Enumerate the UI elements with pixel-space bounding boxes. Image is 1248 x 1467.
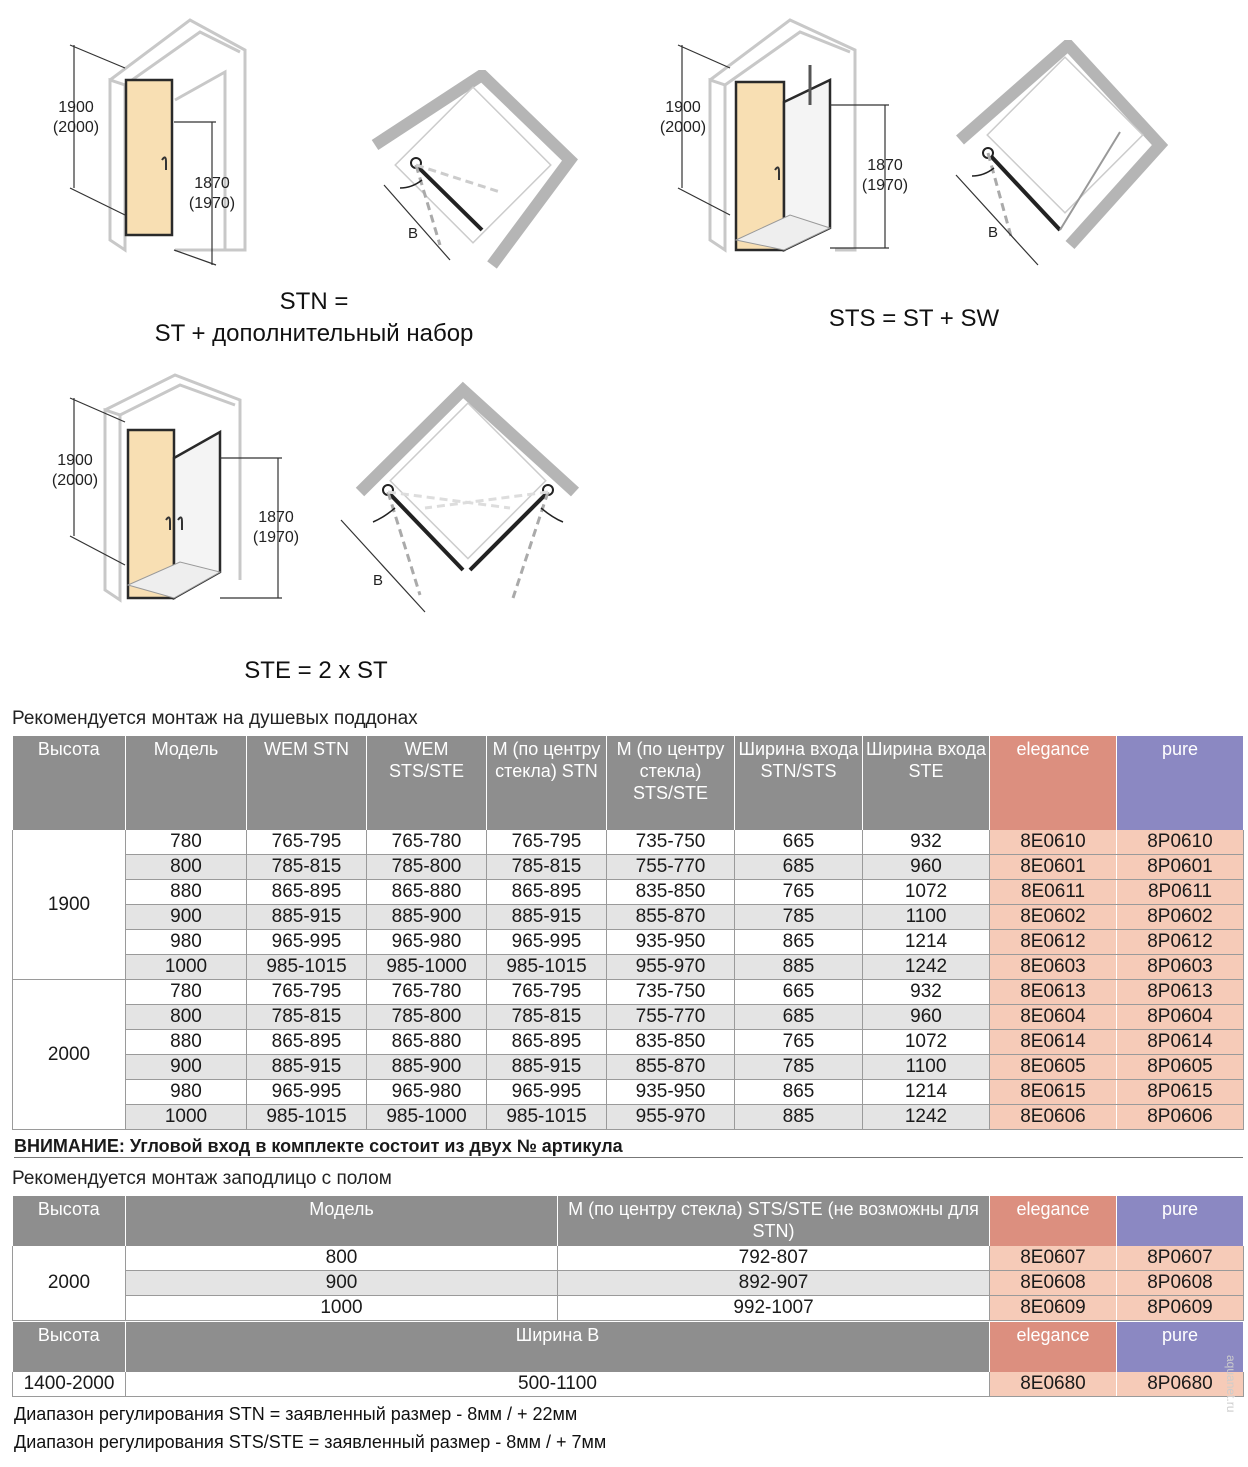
table-row [13, 855, 1244, 880]
model-cell: 1000 [126, 1296, 558, 1321]
m-stn-cell: 765-795 [487, 830, 607, 855]
wem-sts-ste-cell: 885-900 [367, 1055, 487, 1080]
entry-width-stn-sts-cell: 665 [735, 830, 863, 855]
width-label-b: B [988, 224, 999, 241]
col-m-stn: M (по центру стекла) STN [487, 736, 607, 830]
m-sts-ste-cell: 935-950 [607, 930, 735, 955]
width-b-cell: 500-1100 [126, 1372, 990, 1397]
pure-article-cell: 8P0603 [1117, 955, 1244, 980]
m-sts-ste-cell: 755-770 [607, 855, 735, 880]
wem-stn-cell: 865-895 [247, 880, 367, 905]
elegance-article-cell: 8E0607 [990, 1246, 1117, 1271]
table-row [13, 1055, 1244, 1080]
stn-elevation-drawing [50, 10, 250, 275]
height-outer-alt-label: (2000) [51, 472, 99, 489]
model-cell: 780 [126, 980, 247, 1005]
entry-width-ste-cell: 1072 [863, 1030, 990, 1055]
entry-width-ste-cell: 1214 [863, 1080, 990, 1105]
pure-article-cell: 8P0601 [1117, 855, 1244, 880]
pure-article-cell: 8P0614 [1117, 1030, 1244, 1055]
wem-sts-ste-cell: 785-800 [367, 1005, 487, 1030]
entry-width-stn-sts-cell: 765 [735, 1030, 863, 1055]
m-stn-cell: 885-915 [487, 905, 607, 930]
m-stn-cell: 865-895 [487, 880, 607, 905]
model-cell: 900 [126, 1271, 558, 1296]
table-row [13, 880, 1244, 905]
height-cell: 2000 [13, 980, 126, 1130]
pure-article-cell: 8P0607 [1117, 1246, 1244, 1271]
pure-article-cell: 8P0611 [1117, 880, 1244, 905]
table-row [13, 1030, 1244, 1055]
entry-width-ste-cell: 1100 [863, 1055, 990, 1080]
m-sts-ste-cell: 855-870 [607, 1055, 735, 1080]
section2-table-body [13, 1246, 1244, 1321]
elegance-article-cell: 8E0608 [990, 1271, 1117, 1296]
entry-width-ste-cell: 1100 [863, 905, 990, 930]
height-inner-alt-label: (1970) [861, 177, 909, 194]
section1-table [12, 736, 1244, 1130]
entry-width-stn-sts-cell: 685 [735, 855, 863, 880]
height-cell: 2000 [13, 1246, 126, 1321]
height-outer-label: 1900 [58, 99, 94, 116]
m-stn-cell: 785-815 [487, 855, 607, 880]
adjustment-note-stn: Диапазон регулирования STN = заявленный размер - 8мм / + 22мм [14, 1404, 578, 1424]
wem-stn-cell: 885-915 [247, 1055, 367, 1080]
pure-article-cell: 8P0613 [1117, 980, 1244, 1005]
m-stn-cell: 985-1015 [487, 955, 607, 980]
m-stn-cell: 965-995 [487, 1080, 607, 1105]
table-row [13, 1246, 1244, 1271]
wem-stn-cell: 885-915 [247, 905, 367, 930]
wem-sts-ste-cell: 765-780 [367, 830, 487, 855]
col-elegance: elegance [990, 1196, 1117, 1246]
entry-width-ste-cell: 1214 [863, 930, 990, 955]
col-wem-sts-ste: WEM STS/STE [367, 736, 487, 830]
col-height: Высота [13, 736, 126, 830]
model-cell: 800 [126, 1005, 247, 1030]
model-cell: 800 [126, 1246, 558, 1271]
height-inner-label: 1870 [258, 509, 294, 526]
table-row [13, 930, 1244, 955]
wem-stn-cell: 985-1015 [247, 955, 367, 980]
model-cell: 980 [126, 930, 247, 955]
entry-width-stn-sts-cell: 865 [735, 930, 863, 955]
entry-width-ste-cell: 960 [863, 855, 990, 880]
col-elegance: elegance [990, 1322, 1117, 1372]
entry-width-stn-sts-cell: 785 [735, 1055, 863, 1080]
elegance-article-cell: 8E0603 [990, 955, 1117, 980]
pure-article-cell: 8P0610 [1117, 830, 1244, 855]
m-stn-cell: 765-795 [487, 980, 607, 1005]
m-sts-ste-cell: 992-1007 [558, 1296, 990, 1321]
elegance-article-cell: 8E0602 [990, 905, 1117, 930]
height-cell: 1400-2000 [13, 1372, 126, 1397]
table-row [13, 1005, 1244, 1030]
height-inner-label: 1870 [867, 157, 903, 174]
col-elegance: elegance [990, 736, 1117, 830]
table-row [13, 1105, 1244, 1130]
wem-stn-cell: 765-795 [247, 980, 367, 1005]
col-pure: pure [1117, 1196, 1244, 1246]
width-label-b: B [408, 225, 419, 242]
entry-width-ste-cell: 932 [863, 830, 990, 855]
col-m-sts-ste: M (по центру стекла) STS/STE [607, 736, 735, 830]
col-height: Высота [13, 1196, 126, 1246]
section1-title: Рекомендуется монтаж на душевых поддонах [12, 708, 418, 729]
pure-article-cell: 8P0609 [1117, 1296, 1244, 1321]
elegance-article-cell: 8E0614 [990, 1030, 1117, 1055]
entry-width-stn-sts-cell: 885 [735, 1105, 863, 1130]
pure-article-cell: 8P0615 [1117, 1080, 1244, 1105]
pure-article-cell: 8P0604 [1117, 1005, 1244, 1030]
m-sts-ste-cell: 955-970 [607, 1105, 735, 1130]
height-outer-alt-label: (2000) [52, 119, 100, 136]
warning-note [14, 1136, 1243, 1158]
m-sts-ste-cell: 835-850 [607, 1030, 735, 1055]
entry-width-ste-cell: 1072 [863, 880, 990, 905]
elegance-article-cell: 8E0606 [990, 1105, 1117, 1130]
m-sts-ste-cell: 835-850 [607, 880, 735, 905]
watermark: aquanet.ru [1224, 1355, 1238, 1413]
height-inner-alt-label: (1970) [252, 529, 300, 546]
section3-table [12, 1322, 1244, 1397]
wem-sts-ste-cell: 765-780 [367, 980, 487, 1005]
pure-article-cell: 8P0608 [1117, 1271, 1244, 1296]
wem-stn-cell: 965-995 [247, 1080, 367, 1105]
table-row [13, 955, 1244, 980]
table-row [13, 830, 1244, 855]
elegance-article-cell: 8E0680 [990, 1372, 1117, 1397]
entry-width-ste-cell: 1242 [863, 1105, 990, 1130]
wem-stn-cell: 785-815 [247, 1005, 367, 1030]
elegance-article-cell: 8E0610 [990, 830, 1117, 855]
elegance-article-cell: 8E0601 [990, 855, 1117, 880]
model-cell: 880 [126, 1030, 247, 1055]
pure-article-cell: 8P0606 [1117, 1105, 1244, 1130]
entry-width-ste-cell: 932 [863, 980, 990, 1005]
m-stn-cell: 985-1015 [487, 1105, 607, 1130]
wem-sts-ste-cell: 865-880 [367, 880, 487, 905]
m-sts-ste-cell: 735-750 [607, 980, 735, 1005]
stn-caption-line1: STN = [279, 288, 349, 315]
table-row [13, 1296, 1244, 1321]
col-height: Высота [13, 1322, 126, 1372]
entry-width-stn-sts-cell: 765 [735, 880, 863, 905]
wem-sts-ste-cell: 965-980 [367, 1080, 487, 1105]
table-row [13, 1271, 1244, 1296]
pure-article-cell: 8P0602 [1117, 905, 1244, 930]
adjustment-note-sts-ste: Диапазон регулирования STS/STE = заявленный размер - 8мм / + 7мм [14, 1432, 607, 1452]
wem-stn-cell: 785-815 [247, 855, 367, 880]
m-stn-cell: 865-895 [487, 1030, 607, 1055]
height-inner-label: 1870 [194, 175, 230, 192]
height-outer-alt-label: (2000) [659, 119, 707, 136]
warning-text: Угловой вход в комплекте состоит из двух № артикула [129, 1136, 623, 1156]
col-entry-width-stn-sts: Ширина входа STN/STS [735, 736, 863, 830]
ste-elevation-drawing [40, 370, 310, 610]
elegance-article-cell: 8E0611 [990, 880, 1117, 905]
sts-caption: STS = ST + SW [828, 305, 1000, 332]
section2-title: Рекомендуется монтаж заподлицо с полом [12, 1168, 392, 1189]
elegance-article-cell: 8E0615 [990, 1080, 1117, 1105]
height-outer-label: 1900 [57, 452, 93, 469]
stn-plan-drawing [370, 70, 580, 270]
model-cell: 980 [126, 1080, 247, 1105]
col-pure: pure [1117, 1322, 1244, 1372]
model-cell: 800 [126, 855, 247, 880]
model-cell: 900 [126, 905, 247, 930]
sts-elevation-drawing [650, 10, 920, 275]
col-width-b: Ширина B [126, 1322, 990, 1372]
height-inner-alt-label: (1970) [188, 195, 236, 212]
col-model: Модель [126, 736, 247, 830]
wem-stn-cell: 965-995 [247, 930, 367, 955]
ste-plan-drawing [335, 380, 585, 620]
model-cell: 900 [126, 1055, 247, 1080]
m-sts-ste-cell: 935-950 [607, 1080, 735, 1105]
table-row [13, 980, 1244, 1005]
entry-width-stn-sts-cell: 865 [735, 1080, 863, 1105]
table-row [13, 905, 1244, 930]
wem-sts-ste-cell: 785-800 [367, 855, 487, 880]
m-sts-ste-cell: 792-807 [558, 1246, 990, 1271]
col-wem-stn: WEM STN [247, 736, 367, 830]
wem-sts-ste-cell: 865-880 [367, 1030, 487, 1055]
elegance-article-cell: 8E0605 [990, 1055, 1117, 1080]
model-cell: 780 [126, 830, 247, 855]
sts-plan-drawing [950, 40, 1170, 270]
model-cell: 1000 [126, 955, 247, 980]
section1-table-body [13, 830, 1244, 1130]
wem-sts-ste-cell: 985-1000 [367, 955, 487, 980]
col-model: Модель [126, 1196, 558, 1246]
table-row [13, 1080, 1244, 1105]
wem-stn-cell: 985-1015 [247, 1105, 367, 1130]
width-label-b: B [373, 572, 384, 589]
entry-width-stn-sts-cell: 665 [735, 980, 863, 1005]
entry-width-stn-sts-cell: 785 [735, 905, 863, 930]
wem-sts-ste-cell: 985-1000 [367, 1105, 487, 1130]
table-row [13, 1372, 1244, 1397]
wem-stn-cell: 765-795 [247, 830, 367, 855]
m-sts-ste-cell: 755-770 [607, 1005, 735, 1030]
m-stn-cell: 885-915 [487, 1055, 607, 1080]
section2-table [12, 1196, 1244, 1321]
m-sts-ste-cell: 855-870 [607, 905, 735, 930]
entry-width-ste-cell: 1242 [863, 955, 990, 980]
m-stn-cell: 965-995 [487, 930, 607, 955]
stn-caption-line2: ST + дополнительный набор [154, 320, 474, 347]
elegance-article-cell: 8E0609 [990, 1296, 1117, 1321]
m-sts-ste-cell: 892-907 [558, 1271, 990, 1296]
elegance-article-cell: 8E0612 [990, 930, 1117, 955]
pure-article-cell: 8P0612 [1117, 930, 1244, 955]
pure-article-cell: 8P0680 [1117, 1372, 1244, 1397]
model-cell: 880 [126, 880, 247, 905]
height-cell: 1900 [13, 830, 126, 980]
entry-width-stn-sts-cell: 685 [735, 1005, 863, 1030]
wem-stn-cell: 865-895 [247, 1030, 367, 1055]
col-entry-width-ste: Ширина входа STE [863, 736, 990, 830]
m-stn-cell: 785-815 [487, 1005, 607, 1030]
entry-width-ste-cell: 960 [863, 1005, 990, 1030]
pure-article-cell: 8P0605 [1117, 1055, 1244, 1080]
m-sts-ste-cell: 955-970 [607, 955, 735, 980]
elegance-article-cell: 8E0604 [990, 1005, 1117, 1030]
wem-sts-ste-cell: 965-980 [367, 930, 487, 955]
m-sts-ste-cell: 735-750 [607, 830, 735, 855]
col-pure: pure [1117, 736, 1244, 830]
warning-label: ВНИМАНИЕ: [14, 1136, 125, 1156]
height-outer-label: 1900 [665, 99, 701, 116]
wem-sts-ste-cell: 885-900 [367, 905, 487, 930]
model-cell: 1000 [126, 1105, 247, 1130]
col-m-sts-ste: M (по центру стекла) STS/STE (не возможны для STN) [558, 1196, 990, 1246]
entry-width-stn-sts-cell: 885 [735, 955, 863, 980]
ste-caption: STE = 2 x ST [244, 657, 388, 684]
elegance-article-cell: 8E0613 [990, 980, 1117, 1005]
